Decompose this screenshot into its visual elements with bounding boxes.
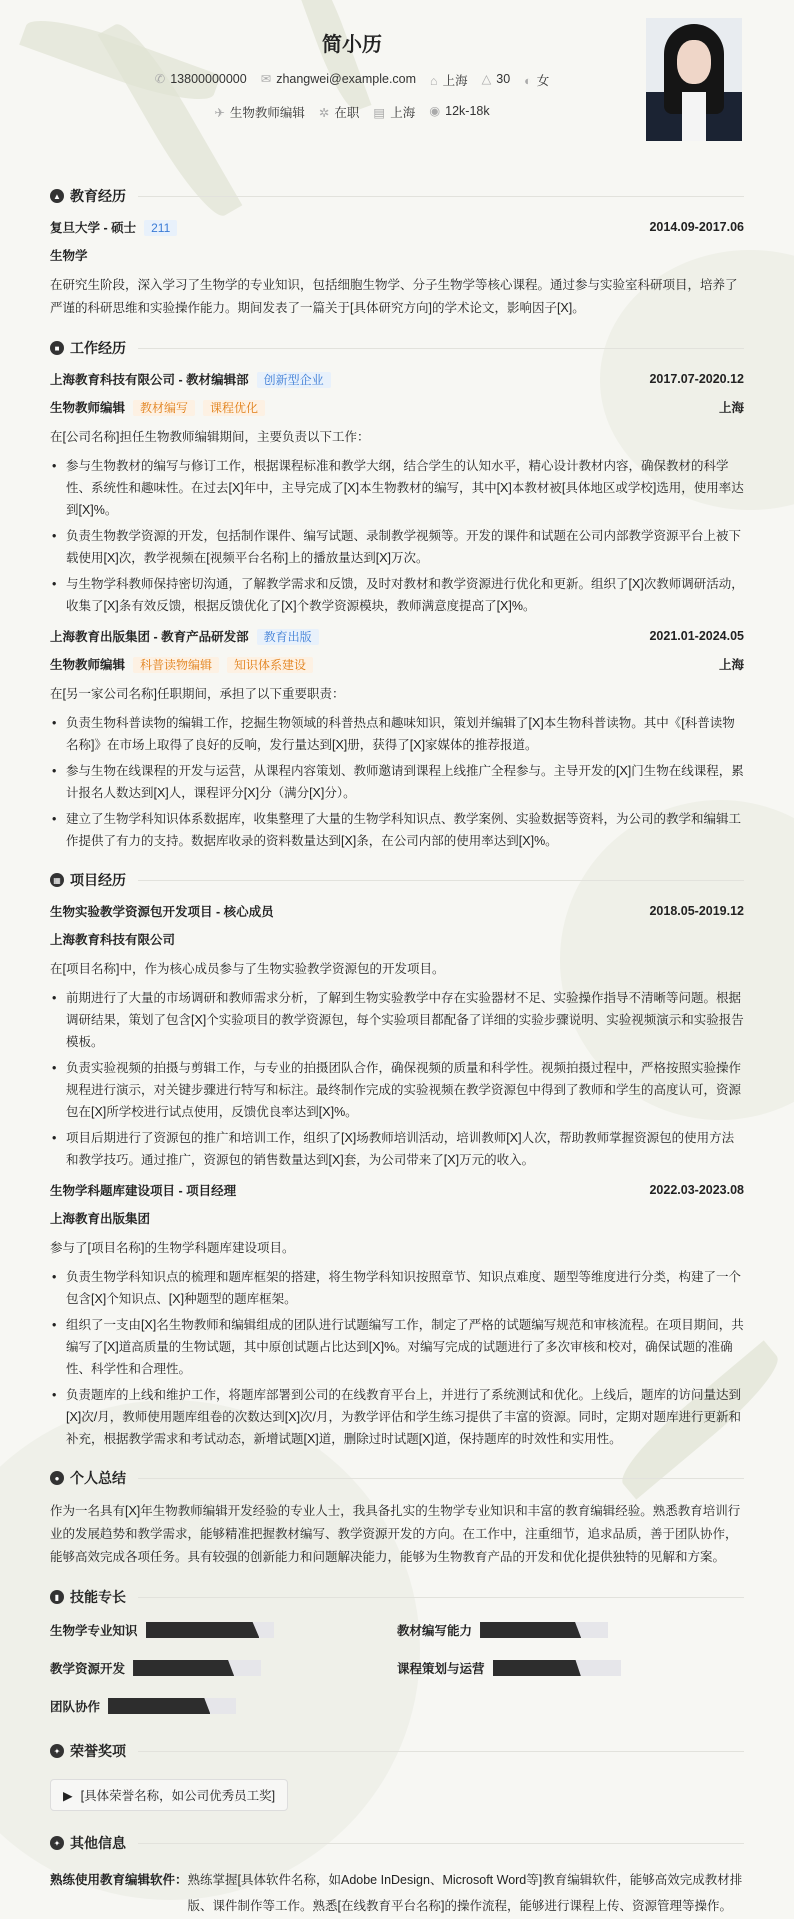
- skill-bar: [480, 1622, 608, 1638]
- job-icon: ✈: [214, 106, 225, 120]
- role: 生物教师编辑: [50, 401, 126, 415]
- edu-desc: 在研究生阶段，深入学习了生物学的专业知识，包括细胞生物学、分子生物学等核心课程。通过参与实验室科研项目，培养了严谨的科研思维和实验操作能力。期间发表了一篇关于[具体研究方向]的学术论文，影响因子[X]。: [50, 278, 738, 315]
- status-icon: ✲: [318, 106, 330, 120]
- role-tag: 教材编写: [133, 400, 195, 416]
- skill-name: 课程策划与运营: [397, 1662, 485, 1676]
- role-group: [50, 398, 265, 416]
- chart-icon: ▮: [50, 1590, 64, 1604]
- company: 上海教育科技有限公司 - 教材编辑部: [50, 373, 249, 387]
- city: 上海: [442, 74, 468, 88]
- project-org: 上海教育科技有限公司: [50, 933, 176, 947]
- email-icon: ✉: [260, 72, 272, 86]
- bullet: • 建立了生物学科知识体系数据库，收集整理了大量的生物学科知识点、教学案例、实验数据等资料，为公司的教学和编辑工作提供了有力的支持。数据库收录的资料数量达到[X]条，在公司内部的使用率达到[X]%。: [50, 808, 744, 852]
- project-date: 2022.03-2023.08: [649, 1183, 744, 1197]
- bullet: • 负责生物学科知识点的梳理和题库框架的搭建，将生物学科知识按照章节、知识点难度、题型等维度进行分类，构建了一个包含[X]个知识点、[X]种题型的题库框架。: [50, 1266, 744, 1310]
- bullet: • 组织了一支由[X]名生物教师和编辑组成的团队进行试题编写工作，制定了严格的试题编写规范和审核流程。在项目期间，共编写了[X]道高质量的生物试题，其中原创试题占比达到[X]%。对编写完成的试题进行了多次审核和校对，确保试题的准确性、科学性和合理性。: [50, 1314, 744, 1380]
- work-city: 上海: [718, 401, 744, 415]
- section-other: [50, 1833, 744, 1853]
- company-line: [50, 370, 331, 388]
- grid-icon: ▦: [50, 873, 64, 887]
- project-org-line: [50, 1209, 744, 1227]
- bullet: • 参与生物教材的编写与修订工作，根据课程标准和教学大纲，结合学生的认知水平，精心设计教材内容，确保教材的科学性、系统性和趣味性。在过去[X]年中，主导完成了[X]本生物教材的编写，其中[X]本教材被[具体地区或学校]选用，使用率达到[X]%。: [50, 455, 744, 521]
- work-bullets: [50, 455, 744, 617]
- target-city: 上海: [390, 106, 416, 120]
- section-title: 工作经历: [70, 340, 126, 356]
- edu-date: 2014.09-2017.06: [649, 220, 744, 234]
- section-title: 其他信息: [70, 1835, 126, 1851]
- bullet: • 项目后期进行了资源包的推广和培训工作，组织了[X]场教师培训活动，培训教师[X]人次，帮助教师掌握资源包的使用方法和教学技巧。通过推广，资源包的销售数量达到[X]套，为公司带来了[X]万元的收入。: [50, 1127, 744, 1171]
- section-work: [50, 338, 744, 358]
- skill-bar: [108, 1698, 236, 1714]
- skill-bar-fill: [480, 1622, 581, 1638]
- work-date: 2017.07-2020.12: [649, 372, 744, 386]
- bullet: • 负责题库的上线和维护工作，将题库部署到公司的在线教育平台上，并进行了系统测试和优化。上线后，题库的访问量达到[X]次/月，教师使用题库组卷的次数达到[X]次/月，为教学评估和学生练习提供了丰富的资源。同时，定期对题库进行更新和补充，根据教学需求和考试动态，新增试题[X]道，删除过时试题[X]道，保持题库的时效性和实用性。: [50, 1384, 744, 1450]
- info-icon: ✦: [50, 1836, 64, 1850]
- section-title: 教育经历: [70, 188, 126, 204]
- skill-bar: [493, 1660, 621, 1676]
- project-bullets: [50, 987, 744, 1171]
- phone-icon: ✆: [154, 72, 166, 86]
- other-label: 熟练使用教育编辑软件：: [50, 1873, 188, 1887]
- section-title: 项目经历: [70, 872, 126, 888]
- section-title: 个人总结: [70, 1470, 126, 1486]
- section-title: 技能专长: [70, 1589, 126, 1605]
- candidate-name: 简小历: [322, 34, 382, 56]
- status: 在职: [334, 106, 360, 120]
- bullet: • 前期进行了大量的市场调研和教师需求分析，了解到生物实验教学中存在实验器材不足、实验操作指导不清晰等问题。根据调研结果，策划了包含[X]个实验项目的教学资源包，每个实验项目都配备了详细的实验步骤说明、实验视频演示和实验报告模板。: [50, 987, 744, 1053]
- bullet: • 参与生物在线课程的开发与运营，从课程内容策划、教师邀请到课程上线推广全程参与。主导开发的[X]门生物在线课程，累计报名人数达到[X]人，课程评分[X]分（满分[X]分）。: [50, 760, 744, 804]
- role-group: [50, 655, 313, 673]
- project-intro: 在[项目名称]中，作为核心成员参与了生物实验教学资源包的开发项目。: [50, 962, 445, 976]
- skill-bar-fill: [146, 1622, 260, 1638]
- bullet: • 负责生物科普读物的编辑工作，挖掘生物领域的科普热点和趣味知识，策划并编辑了[X]本生物科普读物。其中《[科普读物名称]》在市场上取得了良好的反响，发行量达到[X]册，获得了[X]家媒体的推荐报道。: [50, 712, 744, 756]
- work-intro: 在[公司名称]担任生物教师编辑期间，主要负责以下工作：: [50, 430, 370, 444]
- skill-bar: [146, 1622, 274, 1638]
- section-projects: [50, 870, 744, 890]
- work-entry-header: [50, 627, 744, 645]
- skill-item: [397, 1659, 744, 1677]
- award-name: [具体荣誉名称，如公司优秀员工奖]: [80, 1789, 276, 1803]
- company: 上海教育出版集团 - 教育产品研发部: [50, 630, 249, 644]
- work-city: 上海: [718, 658, 744, 672]
- bullet: • 与生物学科教师保持密切沟通，了解教学需求和反馈，及时对教材和教学资源进行优化和更新。组织了[X]次教师调研活动，收集了[X]条有效反馈，根据反馈优化了[X]个教学资源模块，教师满意度提高了[X]%。: [50, 573, 744, 617]
- phone: 13800000000: [170, 72, 247, 86]
- skill-bar-fill: [493, 1660, 581, 1676]
- project-name: 生物学科题库建设项目 - 项目经理: [50, 1184, 237, 1198]
- job: 生物教师编辑: [229, 106, 305, 120]
- work-entry-header: [50, 370, 744, 388]
- role-line: [50, 398, 744, 416]
- project-name: 生物实验教学资源包开发项目 - 核心成员: [50, 905, 274, 919]
- skill-name: 团队协作: [50, 1700, 101, 1714]
- company-tag: 创新型企业: [257, 372, 331, 388]
- work-date: 2021.01-2024.05: [649, 629, 744, 643]
- summary-text: 作为一名具有[X]年生物教师编辑开发经验的专业人士，我具备扎实的生物学专业知识和丰富的教育编辑经验。熟悉教育培训行业的发展趋势和教学需求，能够精准把握教材编写、教学资源开发的方向。在工作中，注重细节，追求品质，善于团队协作，能够高效完成各项任务。具有较强的创新能力和问题解决能力，能够为生物教育产品的开发和优化提供独特的见解和方案。: [50, 1504, 741, 1564]
- company-tag: 教育出版: [257, 629, 319, 645]
- skill-name: 生物学专业知识: [50, 1624, 138, 1638]
- section-education: [50, 186, 744, 206]
- bullet: • 负责实验视频的拍摄与剪辑工作，与专业的拍摄团队合作，确保视频的质量和科学性。视频拍摄过程中，严格按照实验操作规程进行演示，对关键步骤进行特写和标注。最终制作完成的实验视频在教学资源包中得到了教师和学生的高度认可，资源包在[X]所学校进行试点使用，反馈优良率达到[X]%。: [50, 1057, 744, 1123]
- briefcase-icon: ■: [50, 341, 64, 355]
- role-line: [50, 655, 744, 673]
- work-bullets: [50, 712, 744, 852]
- skill-item: [50, 1659, 397, 1677]
- resume-header: [50, 18, 744, 168]
- section-awards: [50, 1741, 744, 1761]
- gender-icon: ◐: [524, 74, 532, 88]
- award-icon: ✦: [50, 1744, 64, 1758]
- project-header: [50, 902, 744, 920]
- salary-icon: ◉: [429, 104, 441, 118]
- user-icon: ●: [50, 1471, 64, 1485]
- role: 生物教师编辑: [50, 658, 126, 672]
- skill-bar-fill: [108, 1698, 210, 1714]
- caret-right-icon: ▶: [63, 1788, 73, 1803]
- section-title: 荣誉奖项: [70, 1743, 126, 1759]
- gender: 女: [536, 74, 550, 88]
- project-date: 2018.05-2019.12: [649, 904, 744, 918]
- profile-photo: [646, 18, 742, 141]
- project-bullets: [50, 1266, 744, 1450]
- role-tag: 科普读物编辑: [133, 657, 219, 673]
- work-intro: 在[另一家公司名称]任职期间，承担了以下重要职责：: [50, 687, 345, 701]
- skill-bar: [133, 1660, 261, 1676]
- company-line: [50, 627, 319, 645]
- section-summary: [50, 1468, 744, 1488]
- project-org-line: [50, 930, 744, 948]
- age: 30: [496, 72, 511, 86]
- role-tag: 知识体系建设: [227, 657, 313, 673]
- skill-item: [397, 1621, 744, 1639]
- school-tag: 211: [144, 220, 177, 236]
- project-header: [50, 1181, 744, 1199]
- building-icon: ▤: [373, 106, 386, 120]
- skill-bar-fill: [133, 1660, 234, 1676]
- email: zhangwei@example.com: [276, 72, 417, 86]
- age-icon: △: [481, 72, 492, 86]
- salary: 12k-18k: [445, 104, 490, 118]
- role-tag: 课程优化: [203, 400, 265, 416]
- project-org: 上海教育出版集团: [50, 1212, 151, 1226]
- skill-name: 教学资源开发: [50, 1662, 126, 1676]
- school: 复旦大学 - 硕士: [50, 221, 137, 235]
- skill-name: 教材编写能力: [397, 1624, 473, 1638]
- section-skills: [50, 1587, 744, 1607]
- graduation-cap-icon: ▲: [50, 189, 64, 203]
- award-item: [50, 1779, 288, 1811]
- skill-item: [50, 1621, 397, 1639]
- major: 生物学: [50, 249, 88, 263]
- home-icon: ⌂: [430, 74, 438, 88]
- bullet: • 负责生物教学资源的开发，包括制作课件、编写试题、录制教学视频等。开发的课件和试题在公司内部教学资源平台上被下载使用[X]次，教学视频在[视频平台名称]上的播放量达到[X]万次。: [50, 525, 744, 569]
- skill-item: [50, 1697, 397, 1715]
- project-intro: 参与了[项目名称]的生物学科题库建设项目。: [50, 1241, 295, 1255]
- other-text: 熟练掌握[具体软件名称，如Adobe InDesign、Microsoft Word等]教育编辑软件，能够高效完成教材排版、课件制作等工作。熟悉[在线教育平台名称]的操作流程，能够进行课程上传、资源管理等操作。: [187, 1873, 743, 1913]
